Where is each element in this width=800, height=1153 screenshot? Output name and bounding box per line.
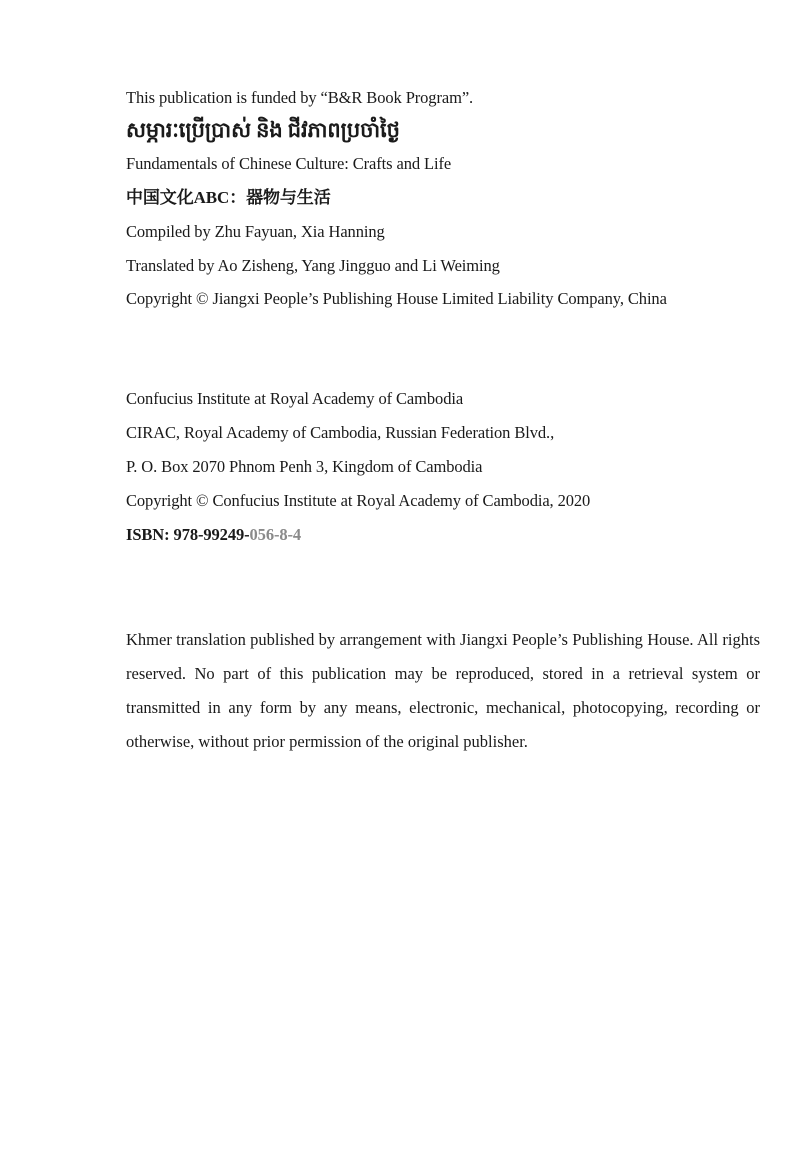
english-title: Fundamentals of Chinese Culture: Crafts and Life	[126, 154, 452, 173]
isbn-faded-digits: 056-8-4	[249, 525, 302, 544]
publisher-address-line-1: CIRAC, Royal Academy of Cambodia, Russian Federation Blvd.,	[126, 423, 555, 442]
khmer-title: សម្ភារៈប្រើប្រាស់ និង ជីវភាពប្រចាំថ្ងៃ	[126, 118, 400, 142]
compiled-by: Compiled by Zhu Fayuan, Xia Hanning	[126, 222, 385, 241]
rights-notice: Khmer translation published by arrangement with Jiangxi People’s Publishing House. All rights reserved. No part of this publication may be reproduced, stored in a retrieval system or transmitted in any form by any means, electronic, mechanical, photocopying, recording or otherwise, without prior permission of the original publisher.	[126, 630, 760, 751]
original-copyright: Copyright © Jiangxi People’s Publishing House Limited Liability Company, China	[126, 289, 667, 308]
publisher-copyright: Copyright © Confucius Institute at Royal Academy of Cambodia, 2020	[126, 491, 591, 510]
translated-by: Translated by Ao Zisheng, Yang Jingguo and Li Weiming	[126, 256, 500, 275]
isbn	[126, 525, 301, 545]
isbn-prefix: ISBN: 978-99249-	[126, 525, 250, 544]
chinese-title: 中国文化ABC：器物与生活	[126, 188, 331, 207]
publisher-address-line-2: P. O. Box 2070 Phnom Penh 3, Kingdom of Cambodia	[126, 457, 483, 476]
publisher-name: Confucius Institute at Royal Academy of Cambodia	[126, 389, 464, 408]
funding-line: This publication is funded by “B&R Book Program”.	[126, 88, 474, 107]
